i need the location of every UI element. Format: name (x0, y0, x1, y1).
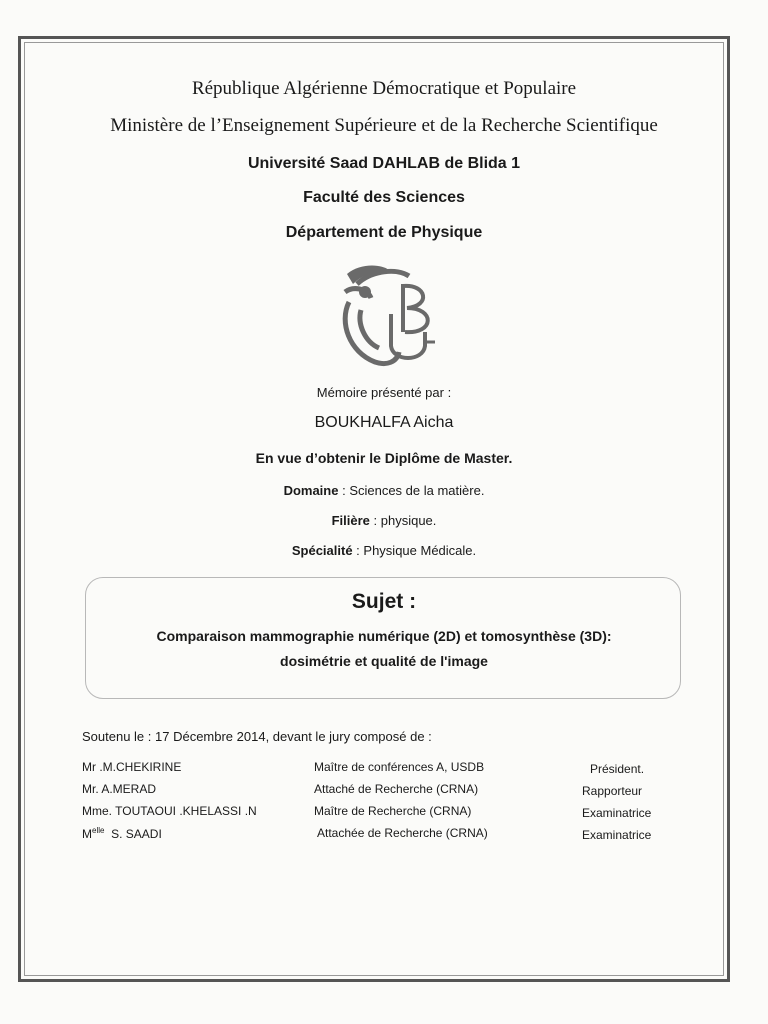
jury-title: Maître de conférences A, USDB (314, 760, 485, 774)
jury-role: Rapporteur (582, 784, 643, 798)
jury-name: Mr .M.CHEKIRINE (82, 760, 182, 774)
field-domaine: Domaine : Sciences de la matière. (283, 483, 485, 498)
jury-name: Mme. TOUTAOUI .KHELASSI .N (82, 804, 257, 818)
faculty-heading: Faculté des Sciences (303, 189, 465, 206)
defense-statement: Soutenu le : 17 Décembre 2014, devant le jury composé de : (82, 729, 432, 744)
author-name: BOUKHALFA Aicha (314, 414, 454, 431)
field-specialite: Spécialité : Physique Médicale. (291, 543, 477, 558)
jury-title: Maître de Recherche (CRNA) (314, 804, 472, 818)
jury-role: Examinatrice (582, 806, 652, 820)
jury-name: $M^{elle}$ S. SAADI (82, 826, 162, 841)
degree-line: En vue d’obtenir le Diplôme de Master. (255, 450, 513, 466)
republic-heading: République Algérienne Démocratique et Populaire (191, 78, 577, 99)
university-heading: Université Saad DAHLAB de Blida 1 (247, 155, 521, 172)
subject-title: Sujet : (351, 590, 417, 613)
jury-title: Attaché de Recherche (CRNA) (314, 782, 479, 796)
subject-line-1: Comparaison mammographie numérique (2D) et tomosynthèse (3D): (156, 628, 612, 644)
presented-by-label: Mémoire présenté par : (316, 385, 452, 400)
ministry-heading: Ministère de l’Enseignement Supérieure et de la Recherche Scientifique (110, 115, 658, 136)
department-heading: Département de Physique (285, 224, 483, 241)
jury-title: Attachée de Recherche (CRNA) (317, 826, 488, 840)
field-filiere: Filière : physique. (331, 513, 437, 528)
subject-line-2: dosimétrie et qualité de l'image (280, 653, 488, 669)
jury-role: Examinatrice (582, 828, 652, 842)
jury-role: Président. (590, 762, 645, 776)
jury-name: Mr. A.MERAD (82, 782, 157, 796)
university-logo (327, 262, 451, 372)
